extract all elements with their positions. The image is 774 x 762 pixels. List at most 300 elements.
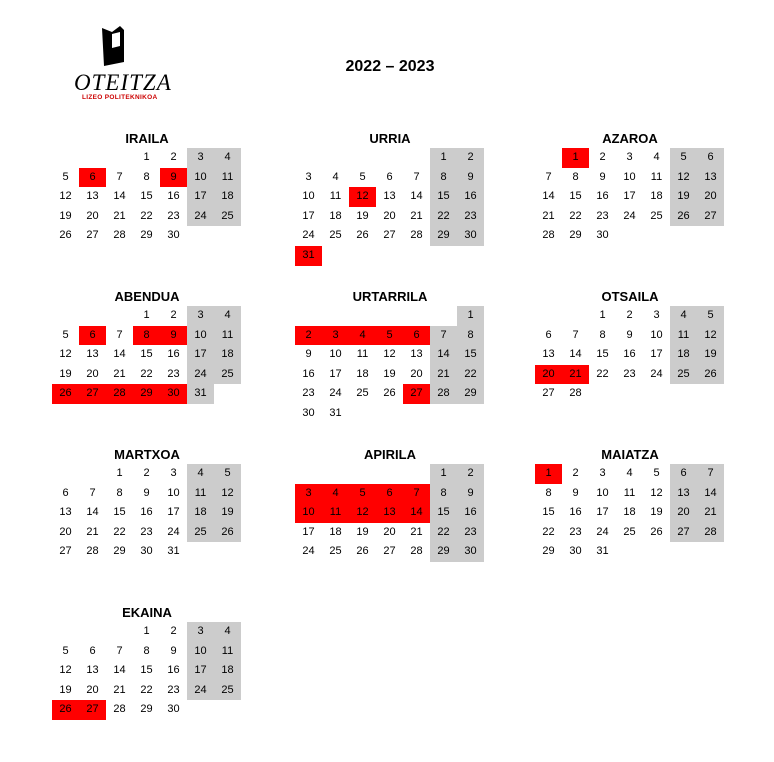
day-cell: 28 [542, 229, 555, 242]
month-maiatza [535, 446, 725, 562]
day-cell: 29 [542, 545, 555, 558]
day-cell: 29 [140, 703, 153, 716]
day-cell: 14 [113, 190, 126, 203]
day-cell: 9 [305, 348, 312, 361]
day-cell: 24 [623, 209, 636, 222]
day-cell: 21 [542, 209, 555, 222]
day-cell: 29 [430, 226, 457, 246]
month-name: OTSAILA [601, 289, 659, 304]
empty-cell [349, 246, 376, 266]
empty-cell [322, 148, 349, 168]
day-cell: 9 [457, 484, 484, 504]
empty-cell [79, 464, 106, 484]
day-cell: 28 [430, 384, 457, 404]
day-cell: 7 [403, 484, 430, 504]
day-cell: 24 [302, 545, 315, 558]
day-cell: 5 [376, 326, 403, 346]
empty-cell [214, 226, 241, 246]
empty-cell [403, 464, 430, 484]
day-cell: 8 [572, 170, 579, 183]
day-cell: 24 [596, 525, 609, 538]
day-cell: 23 [623, 367, 636, 380]
day-cell: 19 [650, 506, 663, 519]
day-cell: 31 [167, 545, 180, 558]
day-cell: 6 [376, 484, 403, 504]
day-cell: 2 [295, 326, 322, 346]
day-cell: 9 [170, 644, 177, 657]
day-cell: 12 [349, 503, 376, 523]
day-cell: 20 [86, 367, 99, 380]
empty-cell [616, 226, 643, 246]
day-cell: 22 [457, 365, 484, 385]
day-cell: 23 [569, 525, 582, 538]
day-cell: 14 [542, 190, 555, 203]
day-cell: 13 [86, 348, 99, 361]
empty-cell [643, 226, 670, 246]
empty-cell [376, 404, 403, 424]
empty-cell [697, 226, 724, 246]
day-cell: 22 [569, 209, 582, 222]
day-cell: 7 [697, 464, 724, 484]
day-cell: 25 [623, 525, 636, 538]
day-cell: 15 [457, 345, 484, 365]
day-cell: 11 [623, 486, 636, 499]
month-name: APIRILA [364, 447, 416, 462]
day-cell: 19 [214, 503, 241, 523]
day-cell: 25 [650, 209, 663, 222]
day-cell: 20 [383, 209, 396, 222]
day-cell: 17 [329, 367, 342, 380]
day-cell: 3 [626, 151, 633, 163]
empty-cell [535, 148, 562, 168]
empty-cell [52, 464, 79, 484]
day-cell: 6 [670, 464, 697, 484]
day-cell: 14 [410, 190, 423, 203]
day-cell: 25 [356, 387, 369, 400]
day-cell: 8 [457, 326, 484, 346]
day-cell: 30 [569, 545, 582, 558]
empty-cell [349, 464, 376, 484]
day-cell: 23 [596, 209, 609, 222]
day-cell: 5 [349, 484, 376, 504]
empty-cell [616, 384, 643, 404]
day-cell: 17 [623, 190, 636, 203]
day-cell: 2 [170, 151, 177, 163]
day-cell: 30 [160, 384, 187, 404]
day-cell: 25 [214, 681, 241, 701]
empty-cell [187, 542, 214, 562]
day-cell: 15 [140, 190, 153, 203]
month-iraila [52, 130, 242, 246]
month-name: MARTXOA [114, 447, 180, 462]
day-cell: 15 [140, 664, 153, 677]
day-cell: 28 [86, 545, 99, 558]
day-cell: 3 [187, 622, 214, 642]
logo-subtitle: LIZEO POLITEKNIKOA [82, 94, 158, 101]
empty-cell [106, 148, 133, 168]
empty-cell [376, 148, 403, 168]
empty-cell [295, 464, 322, 484]
day-cell: 29 [113, 545, 126, 558]
day-cell: 24 [187, 681, 214, 701]
day-cell: 25 [670, 365, 697, 385]
empty-cell [670, 384, 697, 404]
month-martxoa [52, 446, 242, 562]
day-cell: 10 [295, 503, 322, 523]
day-cell: 14 [113, 348, 126, 361]
day-cell: 13 [86, 664, 99, 677]
day-cell: 2 [143, 467, 150, 479]
day-cell: 30 [302, 406, 315, 419]
day-cell: 26 [356, 545, 369, 558]
day-cell: 13 [383, 190, 396, 203]
empty-cell [403, 246, 430, 266]
empty-cell [79, 148, 106, 168]
day-cell: 1 [116, 467, 123, 479]
empty-cell [670, 542, 697, 562]
day-cell: 28 [410, 545, 423, 558]
empty-cell [349, 306, 376, 326]
day-cell: 21 [113, 209, 126, 222]
day-cell: 1 [599, 309, 606, 321]
empty-cell [214, 384, 241, 404]
day-cell: 18 [329, 209, 342, 222]
day-cell: 3 [653, 309, 660, 321]
empty-cell [52, 148, 79, 168]
day-cell: 22 [430, 207, 457, 227]
day-cell: 18 [214, 345, 241, 365]
day-cell: 11 [214, 642, 241, 662]
day-cell: 20 [86, 209, 99, 222]
empty-cell [349, 404, 376, 424]
empty-cell [616, 542, 643, 562]
day-cell: 16 [457, 503, 484, 523]
day-cell: 6 [79, 168, 106, 188]
day-cell: 19 [670, 187, 697, 207]
day-cell: 18 [623, 506, 636, 519]
day-cell: 8 [599, 328, 606, 341]
day-cell: 23 [167, 209, 180, 222]
day-cell: 4 [626, 467, 633, 479]
month-name: MAIATZA [601, 447, 659, 462]
day-cell: 18 [187, 503, 214, 523]
day-cell: 26 [650, 525, 663, 538]
month-name: ABENDUA [114, 289, 180, 304]
day-cell: 18 [329, 525, 342, 538]
day-cell: 17 [187, 187, 214, 207]
day-cell: 16 [623, 348, 636, 361]
month-name: URRIA [369, 131, 411, 146]
day-cell: 14 [113, 664, 126, 677]
day-cell: 10 [302, 190, 315, 203]
day-cell: 3 [187, 306, 214, 326]
empty-cell [376, 246, 403, 266]
day-cell: 17 [596, 506, 609, 519]
day-cell: 5 [670, 148, 697, 168]
day-cell: 7 [116, 644, 123, 657]
day-cell: 8 [143, 644, 150, 657]
day-cell: 29 [457, 384, 484, 404]
empty-cell [430, 306, 457, 326]
day-cell: 5 [62, 328, 69, 341]
day-cell: 5 [62, 170, 69, 183]
day-cell: 4 [670, 306, 697, 326]
day-cell: 24 [329, 387, 342, 400]
day-cell: 5 [653, 467, 660, 479]
day-cell: 7 [430, 326, 457, 346]
day-cell: 15 [430, 503, 457, 523]
day-cell: 21 [562, 365, 589, 385]
month-grid [295, 148, 485, 266]
day-cell: 14 [430, 345, 457, 365]
day-cell: 30 [167, 703, 180, 716]
day-cell: 24 [302, 229, 315, 242]
empty-cell [430, 246, 457, 266]
day-cell: 28 [697, 523, 724, 543]
day-cell: 28 [113, 229, 126, 242]
day-cell: 22 [542, 525, 555, 538]
day-cell: 2 [599, 151, 606, 163]
day-cell: 13 [542, 348, 555, 361]
day-cell: 21 [410, 525, 423, 538]
day-cell: 9 [143, 486, 150, 499]
day-cell: 12 [650, 486, 663, 499]
day-cell: 20 [410, 367, 423, 380]
day-cell: 7 [545, 170, 552, 183]
day-cell: 30 [167, 229, 180, 242]
empty-cell [295, 306, 322, 326]
day-cell: 11 [356, 348, 369, 361]
day-cell: 12 [59, 664, 72, 677]
day-cell: 10 [596, 486, 609, 499]
day-cell: 16 [596, 190, 609, 203]
day-cell: 10 [167, 486, 180, 499]
day-cell: 29 [140, 229, 153, 242]
day-cell: 19 [356, 209, 369, 222]
empty-cell [697, 384, 724, 404]
day-cell: 14 [403, 503, 430, 523]
day-cell: 22 [140, 209, 153, 222]
empty-cell [52, 306, 79, 326]
day-cell: 17 [167, 506, 180, 519]
day-cell: 11 [214, 326, 241, 346]
day-cell: 11 [214, 168, 241, 188]
day-cell: 30 [457, 226, 484, 246]
month-grid [535, 148, 725, 246]
day-cell: 25 [214, 207, 241, 227]
day-cell: 23 [457, 523, 484, 543]
day-cell: 16 [569, 506, 582, 519]
month-grid [52, 464, 242, 562]
day-cell: 7 [116, 328, 123, 341]
day-cell: 11 [322, 503, 349, 523]
empty-cell [403, 404, 430, 424]
day-cell: 27 [79, 700, 106, 720]
day-cell: 19 [59, 683, 72, 696]
day-cell: 1 [143, 309, 150, 321]
day-cell: 19 [59, 209, 72, 222]
empty-cell [376, 464, 403, 484]
day-cell: 17 [302, 209, 315, 222]
day-cell: 10 [187, 168, 214, 188]
day-cell: 29 [569, 229, 582, 242]
month-apirila [295, 446, 485, 562]
day-cell: 1 [430, 464, 457, 484]
day-cell: 23 [140, 525, 153, 538]
day-cell: 2 [572, 467, 579, 479]
day-cell: 10 [650, 328, 663, 341]
month-grid [52, 148, 242, 246]
day-cell: 27 [403, 384, 430, 404]
day-cell: 22 [596, 367, 609, 380]
day-cell: 3 [170, 467, 177, 479]
day-cell: 23 [167, 683, 180, 696]
day-cell: 7 [89, 486, 96, 499]
day-cell: 19 [383, 367, 396, 380]
day-cell: 19 [697, 345, 724, 365]
day-cell: 14 [697, 484, 724, 504]
empty-cell [187, 226, 214, 246]
day-cell: 3 [187, 148, 214, 168]
month-ekaina [52, 604, 242, 720]
day-cell: 11 [187, 484, 214, 504]
day-cell: 4 [214, 622, 241, 642]
day-cell: 20 [697, 187, 724, 207]
day-cell: 24 [187, 365, 214, 385]
day-cell: 12 [59, 348, 72, 361]
day-cell: 4 [332, 170, 339, 183]
day-cell: 18 [214, 661, 241, 681]
day-cell: 26 [383, 387, 396, 400]
day-cell: 26 [356, 229, 369, 242]
day-cell: 24 [187, 207, 214, 227]
day-cell: 28 [569, 387, 582, 400]
month-grid [535, 464, 725, 562]
day-cell: 14 [569, 348, 582, 361]
day-cell: 27 [697, 207, 724, 227]
day-cell: 22 [113, 525, 126, 538]
day-cell: 3 [599, 467, 606, 479]
day-cell: 3 [322, 326, 349, 346]
day-cell: 28 [106, 384, 133, 404]
day-cell: 24 [650, 367, 663, 380]
empty-cell [430, 404, 457, 424]
day-cell: 16 [167, 348, 180, 361]
day-cell: 12 [349, 187, 376, 207]
day-cell: 28 [113, 703, 126, 716]
day-cell: 27 [670, 523, 697, 543]
day-cell: 15 [569, 190, 582, 203]
day-cell: 9 [160, 168, 187, 188]
day-cell: 4 [214, 148, 241, 168]
day-cell: 17 [187, 345, 214, 365]
day-cell: 2 [457, 148, 484, 168]
empty-cell [376, 306, 403, 326]
day-cell: 2 [457, 464, 484, 484]
day-cell: 26 [670, 207, 697, 227]
day-cell: 4 [187, 464, 214, 484]
month-urria [295, 130, 485, 266]
day-cell: 20 [86, 683, 99, 696]
day-cell: 27 [383, 229, 396, 242]
empty-cell [562, 306, 589, 326]
day-cell: 30 [140, 545, 153, 558]
empty-cell [79, 306, 106, 326]
day-cell: 11 [329, 190, 342, 203]
empty-cell [457, 404, 484, 424]
empty-cell [697, 542, 724, 562]
page-title: 2022 – 2023 [345, 58, 435, 75]
day-cell: 27 [86, 229, 99, 242]
month-abendua [52, 288, 242, 404]
day-cell: 20 [535, 365, 562, 385]
day-cell: 2 [170, 625, 177, 637]
day-cell: 3 [305, 170, 312, 183]
day-cell: 1 [430, 148, 457, 168]
day-cell: 1 [535, 464, 562, 484]
day-cell: 6 [386, 170, 393, 183]
day-cell: 26 [59, 229, 72, 242]
day-cell: 26 [697, 365, 724, 385]
day-cell: 31 [187, 384, 214, 404]
day-cell: 1 [143, 625, 150, 637]
day-cell: 24 [167, 525, 180, 538]
day-cell: 27 [59, 545, 72, 558]
day-cell: 19 [59, 367, 72, 380]
empty-cell [457, 246, 484, 266]
day-cell: 5 [359, 170, 366, 183]
day-cell: 28 [410, 229, 423, 242]
day-cell: 17 [650, 348, 663, 361]
empty-cell [214, 542, 241, 562]
day-cell: 27 [383, 545, 396, 558]
month-name: IRAILA [125, 131, 169, 146]
day-cell: 16 [302, 367, 315, 380]
empty-cell [106, 306, 133, 326]
day-cell: 7 [116, 170, 123, 183]
empty-cell [52, 622, 79, 642]
day-cell: 21 [430, 365, 457, 385]
day-cell: 25 [329, 545, 342, 558]
day-cell: 9 [572, 486, 579, 499]
day-cell: 1 [457, 306, 484, 326]
empty-cell [349, 148, 376, 168]
day-cell: 4 [349, 326, 376, 346]
day-cell: 10 [187, 326, 214, 346]
day-cell: 21 [410, 209, 423, 222]
empty-cell [643, 384, 670, 404]
day-cell: 12 [383, 348, 396, 361]
day-cell: 3 [295, 484, 322, 504]
day-cell: 12 [59, 190, 72, 203]
day-cell: 21 [86, 525, 99, 538]
day-cell: 1 [562, 148, 589, 168]
month-grid [295, 464, 485, 562]
day-cell: 10 [329, 348, 342, 361]
day-cell: 19 [356, 525, 369, 538]
day-cell: 26 [214, 523, 241, 543]
day-cell: 6 [545, 328, 552, 341]
day-cell: 15 [542, 506, 555, 519]
day-cell: 16 [457, 187, 484, 207]
empty-cell [589, 384, 616, 404]
day-cell: 30 [457, 542, 484, 562]
day-cell: 8 [116, 486, 123, 499]
day-cell: 13 [376, 503, 403, 523]
day-cell: 5 [697, 306, 724, 326]
day-cell: 4 [322, 484, 349, 504]
day-cell: 31 [295, 246, 322, 266]
